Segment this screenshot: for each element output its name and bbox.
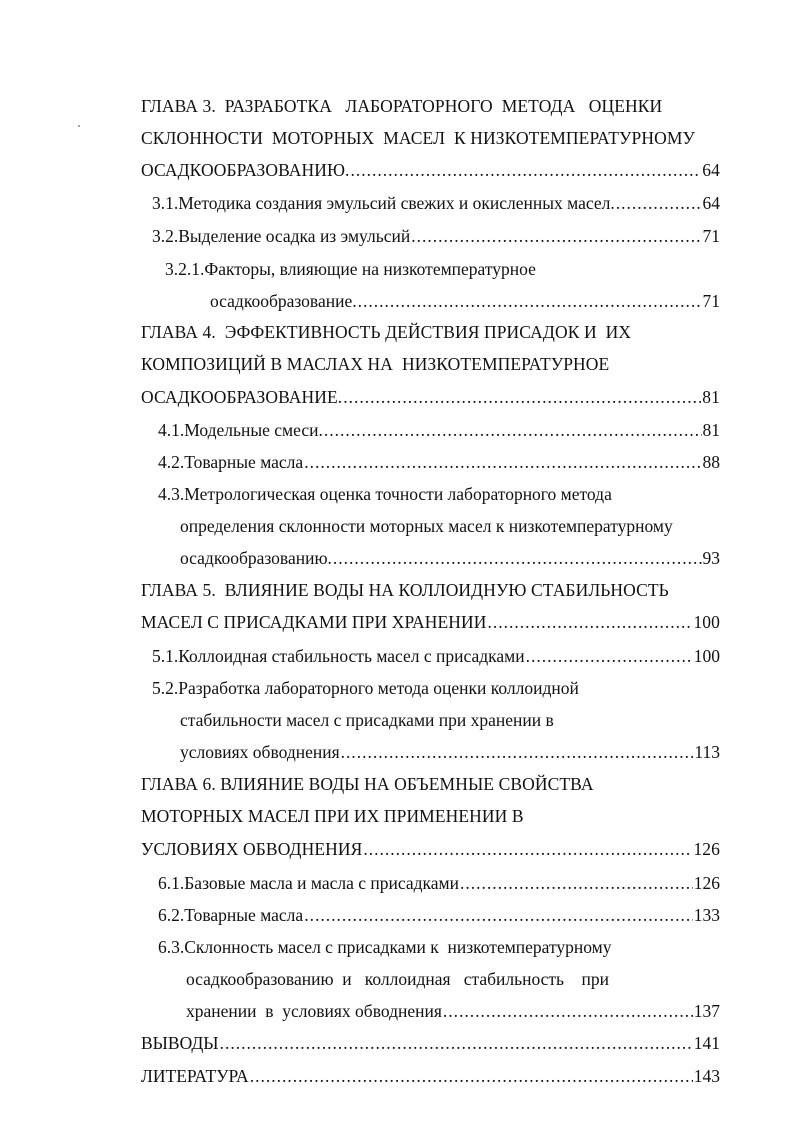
page-number: 133 — [693, 905, 720, 925]
toc-section-4-2 — [158, 451, 720, 473]
leader-dots — [358, 290, 702, 312]
toc-text: ГЛАВА 6. ВЛИЯНИЕ ВОДЫ НА ОБЪЕМНЫЕ СВОЙСТВА — [141, 774, 594, 794]
toc-chapter-3-line-2 — [141, 127, 724, 149]
toc-text: ГЛАВА 4. ЭФФЕКТИВНОСТЬ ДЕЙСТВИЯ ПРИСАДОК И ИХ — [141, 322, 632, 342]
page-number: 88 — [702, 452, 720, 472]
toc-text: хранении в условиях обводнения — [186, 1001, 442, 1021]
page-number: 141 — [693, 1033, 720, 1053]
toc-section-3-2-1-line-2 — [210, 290, 720, 312]
toc-section-4-3-line-1 — [158, 483, 720, 505]
toc-section-5-2-line-3 — [180, 741, 720, 763]
toc-section-6-3-line-1 — [158, 936, 720, 958]
leader-dots — [488, 611, 693, 633]
toc-text: 4.2.Товарные масла — [158, 452, 304, 472]
toc-section-6-3-line-2 — [186, 968, 720, 990]
toc-text: МОТОРНЫХ МАСЕЛ ПРИ ИХ ПРИМЕНЕНИИ В — [141, 806, 524, 826]
toc-chapter-3-line-3 — [141, 159, 720, 181]
leader-dots — [616, 192, 702, 214]
toc-chapter-4-line-1 — [141, 321, 720, 343]
toc-text: КОМПОЗИЦИЙ В МАСЛАХ НА НИЗКОТЕМПЕРАТУРНОЕ — [141, 354, 610, 374]
toc-text: СКЛОННОСТИ МОТОРНЫХ МАСЕЛ К НИЗКОТЕМПЕРАТУРНОМУ — [141, 128, 695, 148]
toc-text: условиях обводнения — [180, 742, 340, 762]
leader-dots — [443, 1000, 693, 1022]
leader-dots — [333, 547, 702, 569]
page-number: 71 — [702, 226, 720, 246]
page-number: 113 — [694, 742, 720, 762]
leader-dots — [351, 159, 702, 181]
toc-section-6-2 — [158, 904, 720, 926]
toc-section-5-2-line-1 — [152, 677, 720, 699]
page-number: 71 — [702, 291, 720, 311]
leader-dots — [460, 872, 693, 894]
toc-literature — [141, 1065, 720, 1087]
page-number: 64 — [702, 160, 720, 180]
toc-section-3-1 — [152, 192, 720, 214]
leader-dots — [304, 451, 701, 473]
toc-chapter-6-line-2 — [141, 805, 720, 827]
toc-section-5-1 — [152, 645, 720, 667]
toc-text: ВЫВОДЫ — [141, 1033, 219, 1053]
page-number: 143 — [693, 1066, 720, 1086]
page-number: 100 — [693, 612, 720, 632]
toc-section-3-2 — [152, 225, 720, 247]
page-number: 100 — [693, 646, 720, 666]
toc-section-3-2-1-line-1 — [165, 258, 720, 280]
toc-text: ОСАДКООБРАЗОВАНИЕ. — [141, 387, 343, 407]
page-number: 126 — [693, 839, 720, 859]
toc-section-5-2-line-2 — [180, 709, 720, 731]
page-number: 126 — [693, 873, 720, 893]
toc-text: стабильности масел с присадками при хранении в — [180, 710, 554, 730]
toc-text: 5.1.Коллоидная стабильность масел с присадками — [152, 646, 525, 666]
toc-text: 6.3.Склонность масел с присадками к низкотемпературному — [158, 937, 612, 957]
toc-text: осадкообразование. — [210, 291, 357, 311]
toc-chapter-4-line-2 — [141, 353, 720, 375]
page-number: 81 — [702, 387, 720, 407]
toc-text: ГЛАВА 3. РАЗРАБОТКА ЛАБОРАТОРНОГО МЕТОДА ОЦЕНКИ — [141, 96, 663, 116]
page-number: 64 — [702, 193, 720, 213]
toc-chapter-3-line-1 — [141, 95, 724, 117]
toc-text: определения склонности моторных масел к низкотемпературному — [180, 516, 673, 536]
toc-chapter-5-line-1 — [141, 579, 720, 601]
toc-text: 3.1.Методика создания эмульсий свежих и окисленных масел. — [152, 193, 615, 213]
leader-dots — [324, 419, 702, 441]
toc-text: 4.1.Модельные смеси. — [158, 420, 323, 440]
toc-text: ОСАДКООБРАЗОВАНИЮ. — [141, 160, 350, 180]
toc-chapter-6-line-1 — [141, 773, 720, 795]
toc-text: 5.2.Разработка лабораторного метода оценки коллоидной — [152, 678, 579, 698]
toc-text: 6.1.Базовые масла и масла с присадками — [158, 873, 459, 893]
leader-dots — [220, 1032, 693, 1054]
leader-dots — [343, 386, 701, 408]
toc-text: осадкообразованию и коллоидная стабильность при — [186, 969, 610, 989]
page-number: 137 — [693, 1001, 720, 1021]
toc-text: ЛИТЕРАТУРА — [141, 1066, 249, 1086]
leader-dots — [304, 904, 693, 926]
toc-chapter-5-line-2 — [141, 611, 720, 633]
leader-dots — [363, 838, 692, 860]
page-number: 81 — [702, 420, 720, 440]
toc-text: МАСЕЛ С ПРИСАДКАМИ ПРИ ХРАНЕНИИ — [141, 612, 487, 632]
scan-speck — [78, 125, 80, 127]
leader-dots — [526, 645, 693, 667]
page-number: 93 — [702, 548, 720, 568]
toc-text: осадкообразованию. — [180, 548, 332, 568]
toc-section-4-1 — [158, 419, 720, 441]
toc-section-4-3-line-3 — [180, 547, 720, 569]
toc-text: 3.2.Выделение осадка из эмульсий — [152, 226, 411, 246]
leader-dots — [411, 225, 701, 247]
toc-text: 4.3.Метрологическая оценка точности лабораторного метода — [158, 484, 612, 504]
leader-dots — [341, 741, 694, 763]
leader-dots — [250, 1065, 693, 1087]
toc-text: УСЛОВИЯХ ОБВОДНЕНИЯ — [141, 839, 363, 859]
toc-chapter-4-line-3 — [141, 386, 720, 408]
toc-section-4-3-line-2 — [180, 515, 720, 537]
toc-section-6-3-line-3 — [186, 1000, 720, 1022]
toc-conclusions — [141, 1032, 720, 1054]
toc-text: ГЛАВА 5. ВЛИЯНИЕ ВОДЫ НА КОЛЛОИДНУЮ СТАБИЛЬНОСТЬ — [141, 580, 669, 600]
toc-text: 6.2.Товарные масла — [158, 905, 304, 925]
toc-chapter-6-line-3 — [141, 838, 720, 860]
toc-text: 3.2.1.Факторы, влияющие на низкотемпературное — [165, 259, 536, 279]
toc-section-6-1 — [158, 872, 720, 894]
